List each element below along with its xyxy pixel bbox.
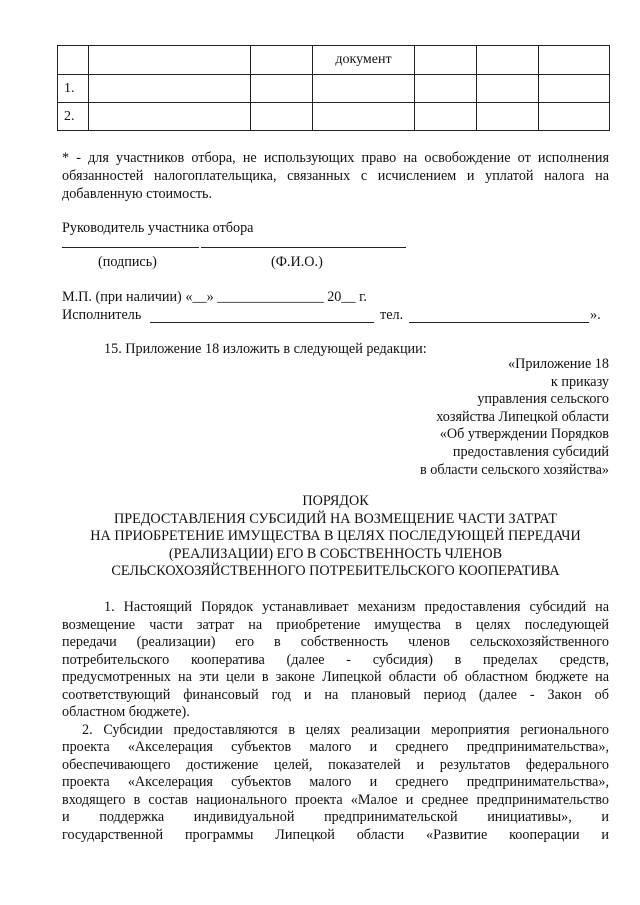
table-cell [477, 46, 539, 75]
footnote-line: * - для участников отбора, не использующих право на освобождение от исполнения [62, 150, 609, 166]
table-row [58, 75, 610, 103]
participants-table [57, 45, 610, 131]
name-line [201, 247, 406, 248]
paragraph-2-line: входящего в состав национального проекта «Малое и среднее предпринимательство [62, 791, 609, 808]
table-cell [539, 103, 610, 131]
paragraph-2-line: обеспечивающего достижение целей, показателей и результатов федерального [62, 756, 609, 773]
document-title-line: СЕЛЬСКОХОЗЯЙСТВЕННОГО ПОТРЕБИТЕЛЬСКОГО КООПЕРАТИВА [111, 563, 560, 579]
document-title-line: (РЕАЛИЗАЦИИ) ЕГО В СОБСТВЕННОСТЬ ЧЛЕНОВ [168, 545, 503, 562]
appendix-header-line: «Приложение 18 [508, 356, 609, 372]
table-cell [415, 46, 477, 75]
paragraph-2-line: государственной программы Липецкой области «Развитие кооперации и [62, 826, 609, 843]
name-caption: (Ф.И.О.) [271, 254, 323, 270]
appendix-header-line: хозяйства Липецкой области [436, 408, 609, 425]
paragraph-2-line: проекта «Акселерация субъектов малого и среднего предпринимательства», [62, 739, 609, 755]
paragraph-1-line: возмещение части затрат на приобретение имущества в целях последующей [62, 616, 609, 633]
signature-line [62, 247, 199, 248]
table-cell [477, 103, 539, 131]
document-title-line: ПРЕДОСТАВЛЕНИЯ СУБСИДИЙ НА ВОЗМЕЩЕНИЕ ЧАСТИ ЗАТРАТ [113, 510, 558, 527]
table-cell [539, 75, 610, 103]
paragraph-1-line: потребительского кооператива (далее - субсидия) в пределах средств, [62, 651, 609, 668]
executor-label: Исполнитель [62, 307, 142, 323]
phone-label: тел. [380, 307, 404, 323]
table-cell [477, 75, 539, 103]
appendix-header-line: «Об утверждении Порядков [439, 426, 609, 443]
paragraph-1-line: предусмотренных на эти цели в законе Липецкой области об областном бюджете на [62, 669, 609, 685]
table-cell: 2. [58, 103, 89, 131]
table-cell: 1. [58, 75, 89, 103]
appendix-header-line: управления сельского [477, 391, 609, 408]
paragraph-2-line: 2. Субсидии предоставляются в целях реализации мероприятия регионального [82, 721, 609, 738]
paragraph-1-line: соответствующий финансовый год и на плановый период (далее - Закон об [62, 686, 609, 703]
paragraph-1-line: областном бюджете). [62, 704, 190, 720]
signature-title: Руководитель участника отбора [62, 220, 254, 236]
table-row [58, 46, 610, 75]
executor-line [150, 322, 374, 323]
table-cell [313, 75, 415, 103]
table-cell [89, 75, 251, 103]
stamp-line: М.П. (при наличии) «__» _______________ 20__ г. [62, 289, 367, 305]
paragraph-1-line: передачи (реализации) его в собственность членов сельскохозяйственного [62, 634, 609, 650]
document-title-line: НА ПРИОБРЕТЕНИЕ ИМУЩЕСТВА В ЦЕЛЯХ ПОСЛЕДУЮЩЕЙ ПЕРЕДАЧИ [90, 528, 581, 544]
paragraph-2-line: проекта «Акселерация субъектов малого и среднего предпринимательства», [62, 774, 609, 790]
table-cell [58, 46, 89, 75]
paragraph-1-line: 1. Настоящий Порядок устанавливает механизм предоставления субсидий на [104, 599, 609, 615]
appendix-header-line: предоставления субсидий [452, 444, 609, 460]
table-cell [415, 75, 477, 103]
signature-caption: (подпись) [98, 254, 157, 270]
table-cell [313, 103, 415, 131]
item-15-text: 15. Приложение 18 изложить в следующей редакции: [104, 341, 427, 357]
table-row [58, 103, 610, 131]
table-cell [89, 103, 251, 131]
table-cell [539, 46, 610, 75]
table-cell [89, 46, 251, 75]
table-cell [415, 103, 477, 131]
appendix-header-line: к приказу [550, 373, 609, 390]
appendix-header-line: в области сельского хозяйства» [420, 461, 609, 478]
document-title-line: ПОРЯДОК [302, 493, 369, 509]
table-cell [251, 46, 313, 75]
footnote-line: добавленную стоимость. [62, 186, 213, 202]
table-cell [251, 103, 313, 131]
paragraph-2-line: и поддержка индивидуальной предпринимательской инициативы», и [62, 809, 609, 825]
closing-quote: ». [590, 307, 601, 323]
table-cell [251, 75, 313, 103]
table-cell: документ [313, 46, 415, 75]
phone-line [409, 322, 589, 323]
footnote-line: обязанностей налогоплательщика, связанных с исчислением и уплатой налога на [62, 168, 609, 184]
